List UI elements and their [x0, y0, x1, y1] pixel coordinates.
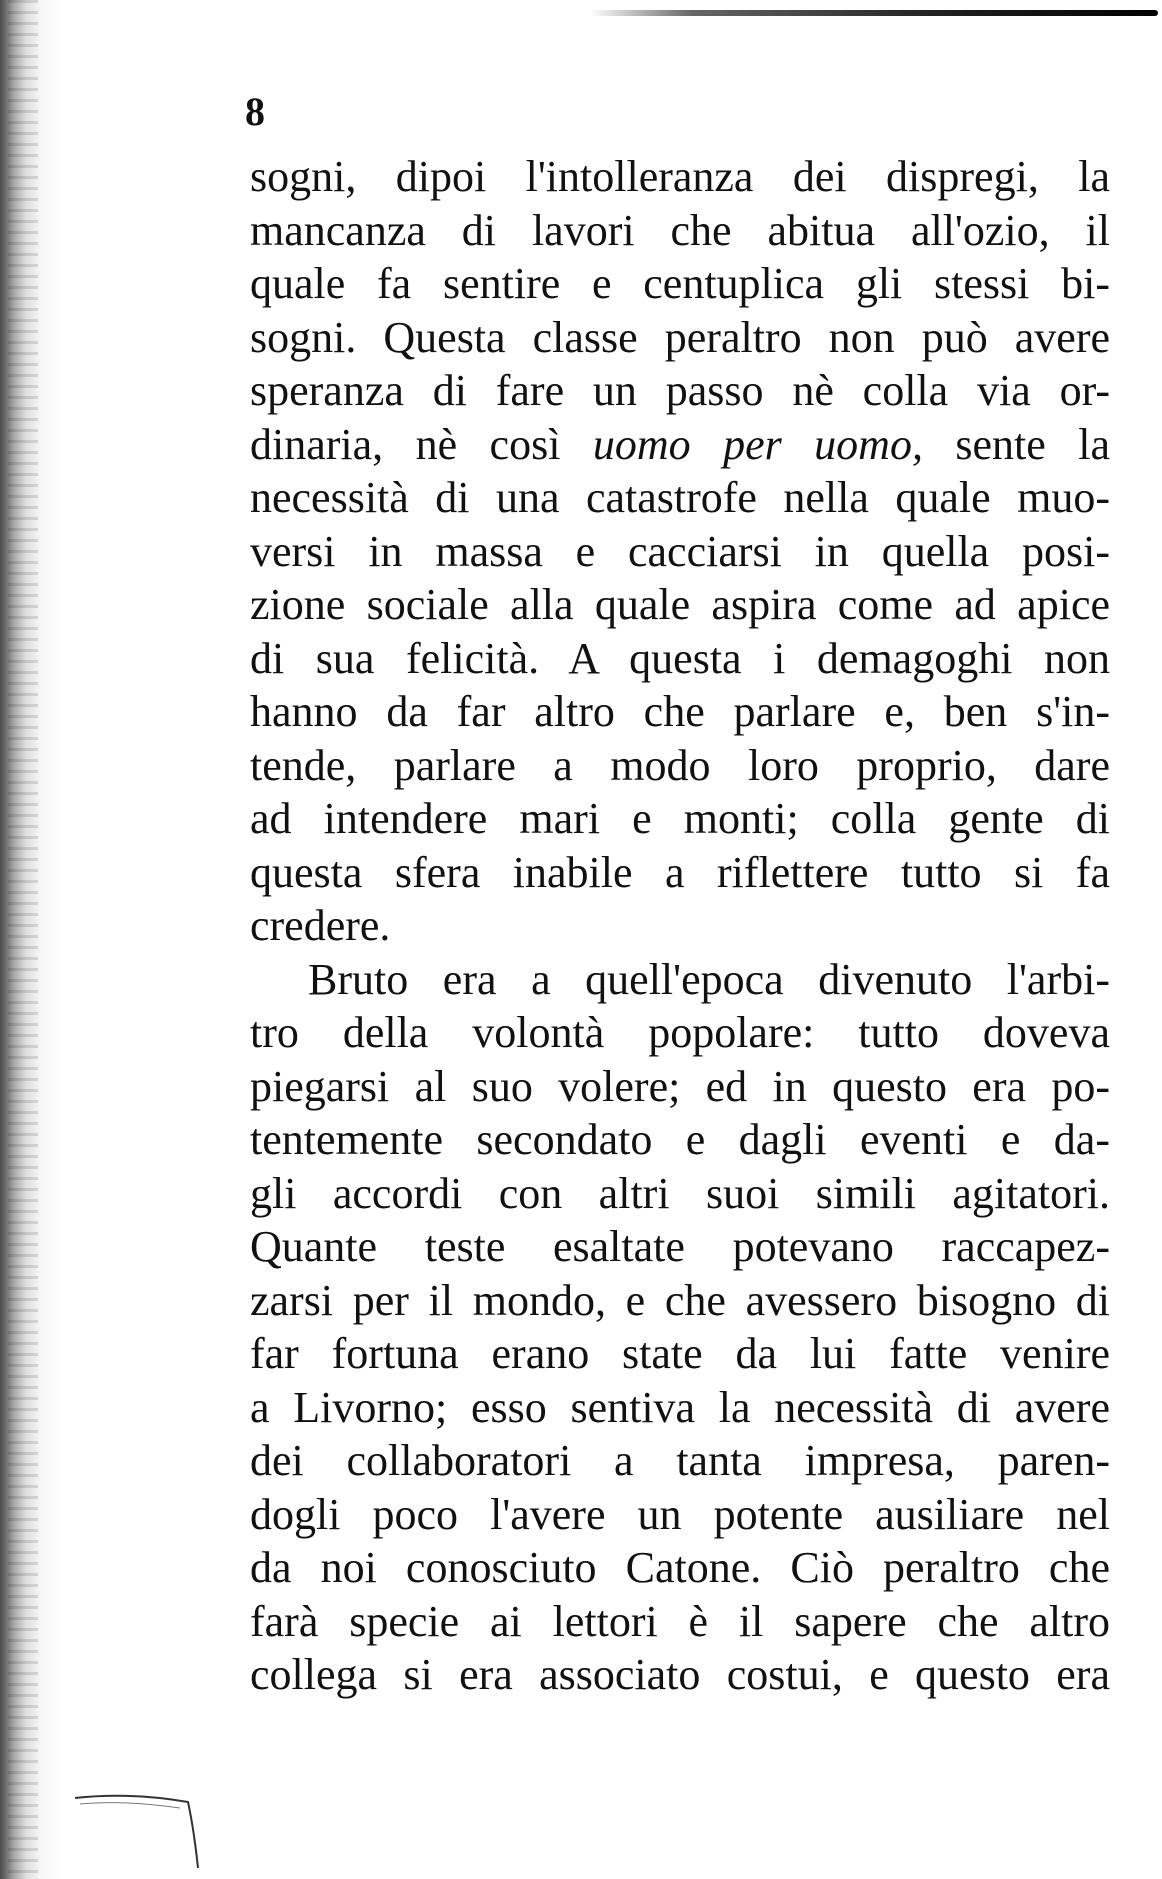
page-number: 8 [245, 89, 266, 134]
text-line: questa sfera inabile a riflettere tutto si fa [250, 847, 1110, 897]
text-line: dinaria, nè così uomo per uomo, sente la [250, 419, 1110, 469]
text-line: Quante teste esaltate potevano raccapez- [250, 1222, 1110, 1271]
page-binding-texture [8, 0, 38, 1879]
corner-fold-mark [70, 1790, 210, 1870]
paragraph-end-line: credere. [250, 901, 391, 950]
text-line: necessità di una catastrofe nella quale muo- [250, 473, 1110, 522]
text-line: dei collaboratori a tanta impresa, paren- [250, 1436, 1110, 1485]
text-line: gli accordi con altri suoi simili agitatori. [250, 1168, 1110, 1218]
text-line: quale fa sentire e centuplica gli stessi bi- [250, 259, 1110, 308]
text-line: tentemente secondato e dagli eventi e da- [250, 1115, 1110, 1164]
text-line: far fortuna erano state da lui fatte venire [250, 1329, 1110, 1378]
text-line: piegarsi al suo volere; ed in questo era po- [250, 1061, 1110, 1111]
italic-phrase: uomo per uomo, [592, 419, 923, 469]
text-line: dogli poco l'avere un potente ausiliare nel [250, 1489, 1110, 1539]
text-line: di sua felicità. A questa i demagoghi non [250, 633, 1110, 683]
text-line: farà specie ai lettori è il sapere che altro [250, 1596, 1110, 1646]
text-line: mancanza di lavori che abitua all'ozio, il [250, 205, 1110, 255]
paragraph-start-line: Bruto era a quell'epoca divenuto l'arbi- [308, 954, 1110, 1004]
text-line: tende, parlare a modo loro proprio, dare [250, 740, 1110, 790]
text-line: zione sociale alla quale aspira come ad apice [250, 580, 1110, 629]
text-line: sogni, dipoi l'intolleranza dei dispregi, la [250, 152, 1110, 201]
text-line: a Livorno; esso sentiva la necessità di avere [250, 1382, 1110, 1432]
text-line: zarsi per il mondo, e che avessero bisogno di [250, 1275, 1110, 1325]
text-line: ad intendere mari e monti; colla gente di [250, 794, 1110, 843]
text-line: speranza di fare un passo nè colla via or- [250, 366, 1110, 415]
body-text [250, 150, 1110, 1702]
text-line: collega si era associato costui, e questo era [250, 1650, 1110, 1699]
text-line: hanno da far altro che parlare e, ben s'in- [250, 687, 1110, 736]
top-edge-rule [590, 10, 1158, 16]
text-line: da noi conosciuto Catone. Ciò peraltro che [250, 1543, 1110, 1592]
text-line: versi in massa e cacciarsi in quella posi- [250, 526, 1110, 576]
text-line: tro della volontà popolare: tutto doveva [250, 1008, 1110, 1057]
text-line: sogni. Questa classe peraltro non può avere [250, 312, 1110, 362]
